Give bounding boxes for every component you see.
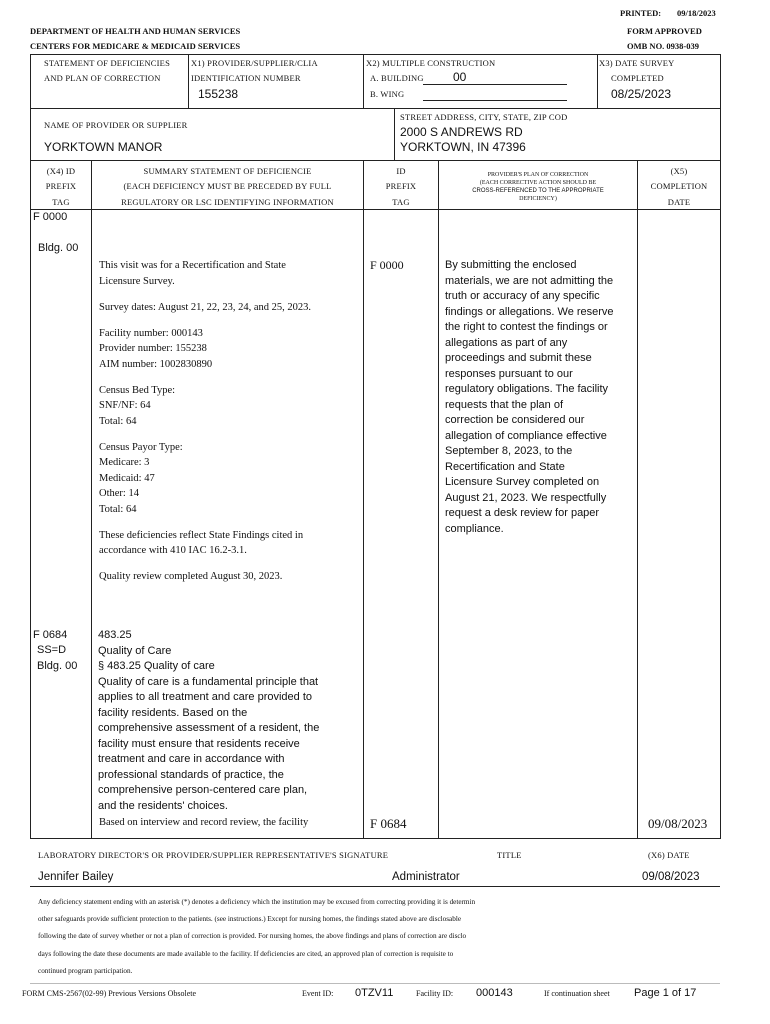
id-tag-f0000: F 0000 (370, 258, 404, 272)
x5-header-2: COMPLETION (650, 181, 708, 191)
x1-label-1: X1) PROVIDER/SUPPLIER/CLIA (191, 58, 318, 68)
x3-label-1: X3) DATE SURVEY (599, 58, 675, 68)
bldg-label-2: Bldg. 00 (37, 660, 78, 672)
summary-header-2: (EACH DEFICIENCY MUST BE PRECEDED BY FULL (123, 181, 332, 191)
summary-line (99, 315, 311, 326)
x3-label-2: COMPLETED (611, 73, 664, 83)
summary-line: treatment and care in accordance with (98, 753, 285, 765)
summary-block-f0000 (99, 258, 311, 585)
plan-line: Recertification and State (445, 460, 565, 473)
summary-line: comprehensive person-centered care plan, (98, 784, 308, 796)
summary-line (99, 289, 311, 300)
summary-block-f0684 (98, 628, 319, 814)
footnote-line: Any deficiency statement ending with an asterisk (*) denotes a deficiency which the institution may be excused from correcting providing it is determin (38, 898, 476, 906)
footnote-line: other safeguards provide sufficient protection to the patients. (see instructions.) Except for nursing homes, the findings stated above are disclosable (38, 915, 462, 924)
department-title: DEPARTMENT OF HEALTH AND HUMAN SERVICES (30, 26, 241, 36)
omb-number: OMB NO. 0938-039 (627, 41, 700, 51)
centers-title: CENTERS FOR MEDICARE & MEDICAID SERVICES (30, 41, 241, 51)
footnote-line: following the date of survey whether or not a plan of correction is provided. For nursing homes, the above findings and plans of correction are disclo (38, 932, 467, 941)
x4-header-3: TAG (52, 197, 70, 207)
address-label: STREET ADDRESS, CITY, STATE, ZIP COD (400, 112, 568, 122)
summary-line: facility must ensure that residents receive (98, 737, 300, 750)
plan-line: materials, we are not admitting the (445, 274, 614, 287)
address-line-2: YORKTOWN, IN 47396 (400, 140, 526, 154)
summary-header-1: SUMMARY STATEMENT OF DEFICIENCIE (143, 166, 312, 176)
summary-line: These deficiencies reflect State Findings cited in (99, 529, 304, 541)
plan-line: requests that the plan of (445, 398, 564, 411)
summary-last-line: Based on interview and record review, the facility (99, 817, 309, 828)
summary-line: Other: 14 (99, 488, 139, 499)
summary-line: Medicare: 3 (99, 457, 150, 468)
survey-date-value: 08/25/2023 (611, 87, 672, 101)
plan-line: the right to contest the findings or (445, 321, 608, 333)
provider-id-value: 155238 (198, 87, 239, 101)
id-header-3: TAG (392, 197, 410, 207)
summary-line: Census Bed Type: (99, 384, 176, 396)
plan-line: correction be considered our (445, 414, 585, 426)
summary-line: facility residents. Based on the (98, 706, 248, 719)
summary-line: Facility number: 000143 (99, 327, 203, 339)
x4-header-1: (X4) ID (46, 166, 76, 176)
plan-line: responses pursuant to our (445, 367, 573, 380)
summary-line (99, 429, 311, 440)
summary-line (99, 559, 311, 570)
plan-header-1: PROVIDER'S PLAN OF CORRECTION (487, 172, 589, 178)
wing-label: B. WING (370, 89, 405, 99)
summary-line: Quality review completed August 30, 2023. (99, 571, 283, 582)
summary-line: and the residents' choices. (98, 799, 228, 812)
summary-line (99, 372, 311, 383)
printed-label: PRINTED: (620, 8, 662, 18)
summary-line: 483.25 (98, 629, 132, 641)
summary-line: SNF/NF: 64 (99, 400, 151, 411)
plan-line: findings or allegations. We reserve (445, 305, 614, 318)
scope-severity: SS=D (37, 644, 67, 656)
tag-f0684: F 0684 (33, 629, 68, 641)
signature-date: 09/08/2023 (642, 871, 700, 883)
plan-line: By submitting the enclosed (445, 259, 577, 271)
signer-name: Jennifer Bailey (38, 871, 114, 883)
summary-header-3: REGULATORY OR LSC IDENTIFYING INFORMATION (121, 197, 334, 207)
address-line-1: 2000 S ANDREWS RD (400, 125, 523, 139)
plan-line: request a desk review for paper (445, 507, 600, 519)
title-label: TITLE (497, 850, 522, 860)
id-header-1: ID (396, 166, 406, 176)
statement-label-1: STATEMENT OF DEFICIENCIES (44, 58, 171, 68)
footnote-line: continued program participation. (38, 966, 133, 975)
summary-line: accordance with 410 IAC 16.2-3.1. (99, 545, 247, 556)
x4-header-2: PREFIX (45, 181, 77, 191)
summary-line: Total: 64 (99, 503, 137, 515)
id-header-2: PREFIX (385, 181, 417, 191)
summary-line: Total: 64 (99, 415, 137, 427)
statement-label-2: AND PLAN OF CORRECTION (44, 73, 161, 83)
summary-line: Census Payor Type: (99, 441, 183, 453)
plan-line: September 8, 2023, to the (445, 445, 573, 457)
plan-line: Licensure Survey completed on (445, 476, 600, 488)
tag-f0000: F 0000 (33, 211, 68, 223)
summary-line: applies to all treatment and care provided to (98, 691, 313, 703)
bldg-label: Bldg. 00 (38, 242, 79, 254)
plan-line: allegation of compliance effective (445, 429, 607, 442)
summary-line: AIM number: 1002830890 (99, 358, 213, 370)
completion-date: 09/08/2023 (648, 816, 708, 831)
x5-header-1: (X5) (670, 166, 688, 176)
signer-title: Administrator (392, 871, 460, 883)
footnote-line: days following the date these documents are made available to the facility. If deficiencies are cited, an approved plan of correction is requisite to (38, 949, 454, 958)
facility-id-value: 000143 (476, 987, 513, 999)
plan-of-correction-text (445, 258, 614, 537)
event-id-label: Event ID: (302, 989, 334, 998)
plan-header-4: DEFICIENCY) (519, 196, 557, 202)
summary-line: Quality of care is a fundamental principle that (98, 675, 319, 688)
plan-line: allegations as part of any (445, 336, 568, 349)
x5-header-3: DATE (667, 197, 691, 207)
page-number: Page 1 of 17 (634, 987, 697, 999)
summary-line (99, 517, 311, 528)
plan-line: proceedings and submit these (445, 352, 592, 364)
summary-line: professional standards of practice, the (98, 768, 284, 781)
plan-header-3: CROSS-REFERENCED TO THE APPROPRIATE (472, 188, 604, 194)
plan-line: compliance. (445, 522, 504, 535)
building-label: A. BUILDING (370, 73, 424, 83)
x6-date-label: (X6) DATE (648, 850, 690, 860)
id-tag-f0684: F 0684 (370, 816, 407, 831)
signature-label: LABORATORY DIRECTOR'S OR PROVIDER/SUPPLIER REPRESENTATIVE'S SIGNATURE (38, 850, 389, 860)
plan-line: August 21, 2023. We respectfully (445, 491, 607, 504)
building-value: 00 (453, 70, 467, 84)
plan-line: regulatory obligations. The facility (445, 383, 609, 395)
provider-name-label: NAME OF PROVIDER OR SUPPLIER (44, 120, 188, 130)
summary-line: Provider number: 155238 (99, 343, 207, 354)
form-approved: FORM APPROVED (627, 26, 702, 36)
event-id-value: 0TZV11 (355, 987, 394, 999)
plan-line: truth or accuracy of any specific (445, 290, 600, 302)
summary-line: Survey dates: August 21, 22, 23, 24, and 25, 2023. (99, 301, 312, 313)
footnote-text (38, 894, 475, 980)
printed-date: 09/18/2023 (677, 8, 716, 18)
summary-line: Medicaid: 47 (99, 472, 155, 484)
summary-line: Licensure Survey. (99, 275, 175, 287)
plan-header-2: (EACH CORRECTIVE ACTION SHOULD BE (479, 180, 597, 186)
facility-id-label: Facility ID: (416, 989, 454, 998)
summary-line: § 483.25 Quality of care (98, 660, 215, 672)
provider-name-value: YORKTOWN MANOR (44, 140, 163, 154)
x1-label-2: IDENTIFICATION NUMBER (191, 73, 301, 83)
summary-line: Quality of Care (98, 644, 172, 657)
continuation-label: If continuation sheet (544, 989, 610, 998)
form-number: FORM CMS-2567(02-99) Previous Versions Obsolete (22, 989, 197, 998)
summary-line: This visit was for a Recertification and State (99, 260, 286, 271)
summary-line: comprehensive assessment of a resident, the (98, 722, 320, 734)
x2-label: X2) MULTIPLE CONSTRUCTION (366, 58, 496, 68)
